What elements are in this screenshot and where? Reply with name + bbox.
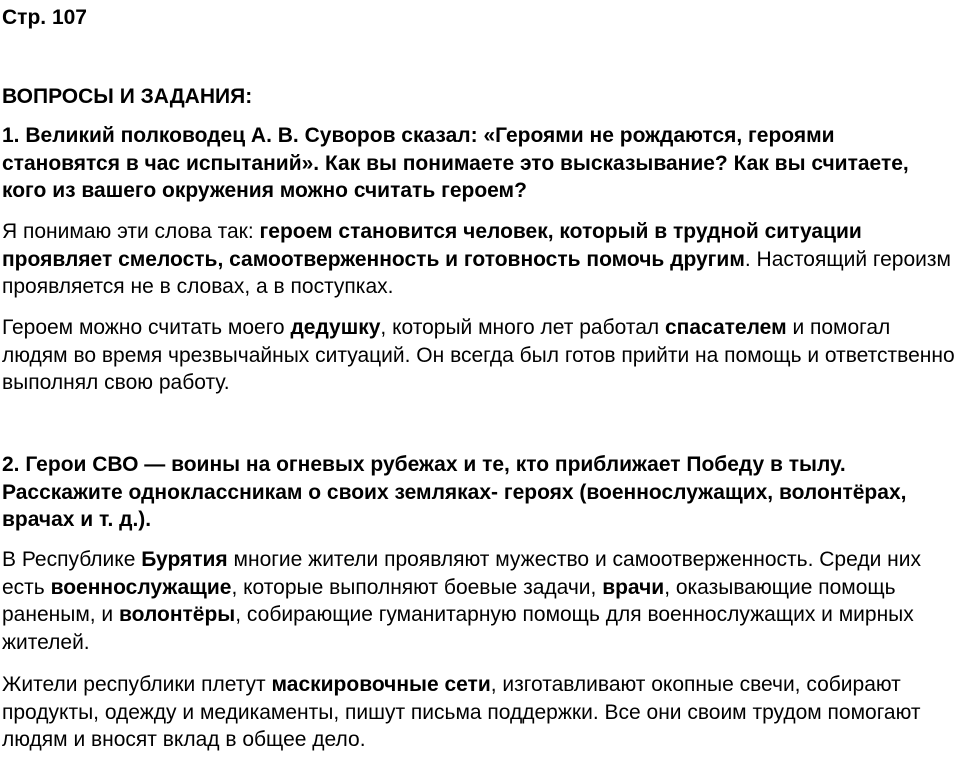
- answer-text: , собирающие гуманитарную помощь для военнослужащих и мирных жителей.: [2, 603, 914, 654]
- answer-text: , который много лет работал: [380, 316, 665, 339]
- answer-2-paragraph-2: [2, 671, 957, 754]
- answer-text: многие жители проявляют мужество и самоотверженность. Среди них есть: [2, 548, 921, 599]
- answer-1-paragraph-2: [2, 314, 957, 397]
- answer-highlight: маскировочные сети: [271, 673, 491, 696]
- answer-text: Жители республики плетут: [2, 673, 272, 696]
- question-1: 1. Великий полководец А. В. Суворов сказал: «Героями не рождаются, героями становятся в час испытаний». Как вы понимаете это высказывание? Как вы считаете, кого из вашего окружения можно считать героем?: [2, 124, 909, 202]
- answer-text: Героем можно считать моего: [2, 316, 291, 339]
- answer-text: Я понимаю эти слова так:: [2, 220, 260, 243]
- answer-highlight: волонтёры: [119, 603, 236, 626]
- answer-highlight: Бурятия: [141, 548, 228, 571]
- answer-2-paragraph-1: [2, 546, 957, 656]
- section-heading: ВОПРОСЫ И ЗАДАНИЯ:: [2, 85, 253, 108]
- page-number: Стр. 107: [2, 6, 87, 29]
- answer-1-paragraph-1: [2, 218, 957, 301]
- answer-highlight: военнослужащие: [50, 575, 232, 599]
- answer-highlight: спасателем: [664, 316, 787, 339]
- answer-text: В Республике: [2, 548, 142, 571]
- answer-text: , оказывающие помощь раненым, и: [2, 575, 896, 626]
- answer-highlight: дедушку: [290, 316, 381, 339]
- answer-highlight: врачи: [602, 575, 665, 599]
- answer-text: , изготавливают окопные свечи, собирают продукты, одежду и медикаменты, пишут письма поддержки. Все они своим трудом помогают людям и вносят вклад в общее дело.: [2, 673, 921, 751]
- question-2: 2. Герои СВО — воины на огневых рубежах и те, кто приближает Победу в тылу. Расскажите одноклассникам о своих земляках- героях (военнослужащих, волонтёрах, врачах и т. д.).: [2, 453, 907, 531]
- answer-text: и помогал людям во время чрезвычайных ситуаций. Он всегда был готов прийти на помощь и ответственно выполнял свою работу.: [2, 316, 955, 394]
- answer-text: , которые выполняют боевые задачи,: [231, 575, 603, 599]
- answer-text: . Настоящий героизм проявляется не в словах, а в поступках.: [2, 247, 951, 298]
- answer-highlight: героем становится человек, который в трудной ситуации проявляет смелость, самоотверженность и готовность помочь другим: [2, 220, 862, 271]
